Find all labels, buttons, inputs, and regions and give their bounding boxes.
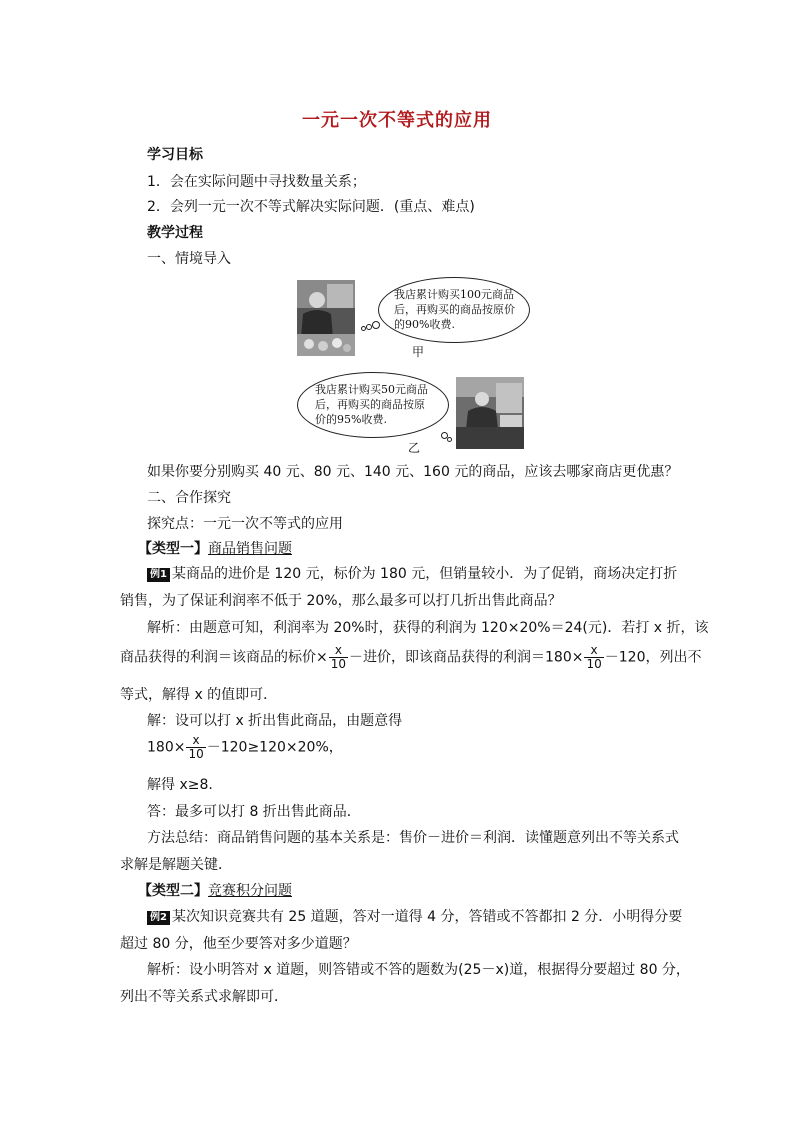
thought-dot <box>372 321 380 329</box>
example1-text: 某商品的进价是 120 元，标价为 180 元，但销量较小．为了促销，商场决定打折 <box>171 566 678 582</box>
goal-item-2: 2．会列一元一次不等式解决实际问题．(重点、难点) <box>147 199 475 215</box>
bubble-b-text: 我店累计购买50元商品后，再购买的商品按原价的95%收费. <box>315 383 428 426</box>
example1-line2: 销售，为了保证利润率不低于 20%，那么最多可以打几折出售此商品？ <box>120 593 562 609</box>
fraction-x-over-10 <box>584 644 603 671</box>
analysis1-part-a: 商品获得的利润＝该商品的标价× <box>120 649 328 666</box>
store-a-label: 甲 <box>412 345 425 359</box>
answer1: 答：最多可以打 8 折出售此商品． <box>147 804 361 820</box>
example1-line1 <box>147 563 677 583</box>
process-heading: 教学过程 <box>147 225 203 241</box>
frac-denominator: 10 <box>330 657 347 671</box>
method1-line1: 方法总结：商品销售问题的基本关系是：售价－进价＝利润．读懂题意列出不等关系式 <box>147 830 679 846</box>
analysis1-part-c: －120，列出不 <box>604 649 702 666</box>
frac-numerator: x <box>329 644 348 658</box>
page-title: 一元一次不等式的应用 <box>302 110 492 131</box>
method1-line2: 求解是解题关键． <box>120 857 232 873</box>
fraction-x-over-10 <box>186 734 205 761</box>
solution1-result: 解得 x≥8. <box>147 777 213 793</box>
shopkeeper-a-photo <box>297 280 355 356</box>
solution1-equation <box>147 734 343 761</box>
situation-question: 如果你要分别购买 40 元、80 元、140 元、160 元的商品，应该去哪家商店更优惠？ <box>147 464 679 480</box>
example1-badge: 例1 <box>147 568 170 582</box>
analysis1-line1: 解析：由题意可知，利润率为 20%时，获得的利润为 120×20%＝24(元)．若打 x 折，该 <box>147 620 709 636</box>
analysis2-line1: 解析：设小明答对 x 道题，则答错或不答的题数为(25－x)道，根据得分要超过 80 分， <box>147 962 690 978</box>
section2-heading: 二、合作探究 <box>147 490 231 506</box>
analysis1-line2 <box>120 644 701 671</box>
type1-bracket: 【类型一】 <box>138 541 208 557</box>
example2-line1 <box>147 906 682 926</box>
thought-dot <box>447 437 452 442</box>
example2-line2: 超过 80 分，他至少要答对多少道题？ <box>120 936 357 952</box>
equation-part-a: 180× <box>147 739 186 756</box>
store-b-label: 乙 <box>408 441 421 455</box>
analysis1-line3: 等式，解得 x 的值即可． <box>120 687 278 703</box>
example2-badge: 例2 <box>147 911 170 925</box>
type2-name: 竞赛积分问题 <box>208 883 292 899</box>
type1-heading <box>138 538 292 558</box>
frac-denominator: 10 <box>188 747 204 761</box>
fraction-x-over-10 <box>329 644 348 671</box>
goals-heading: 学习目标 <box>147 147 203 163</box>
analysis1-part-b: －进价，即该商品获得的利润＝180× <box>349 649 584 666</box>
goal-item-1: 1．会在实际问题中寻找数量关系； <box>147 174 366 190</box>
type2-heading <box>138 880 292 900</box>
analysis2-line2: 列出不等关系式求解即可． <box>120 989 288 1005</box>
frac-numerator: x <box>186 734 205 748</box>
frac-denominator: 10 <box>586 657 602 671</box>
type1-name: 商品销售问题 <box>208 541 292 557</box>
shopkeeper-b-photo <box>456 377 524 449</box>
type2-bracket: 【类型二】 <box>138 883 208 899</box>
example2-text: 某次知识竞赛共有 25 道题，答对一道得 4 分，答错或不答都扣 2 分．小明得分要 <box>171 909 683 925</box>
bubble-a-text: 我店累计购买100元商品后，再购买的商品按原价的90%收费. <box>394 288 515 331</box>
explore-point: 探究点：一元一次不等式的应用 <box>147 516 343 532</box>
solution1-line1: 解：设可以打 x 折出售此商品，由题意得 <box>147 713 403 729</box>
section1-heading: 一、情境导入 <box>147 251 231 267</box>
equation-part-b: －120≥120×20%， <box>206 739 343 756</box>
frac-numerator: x <box>584 644 603 658</box>
